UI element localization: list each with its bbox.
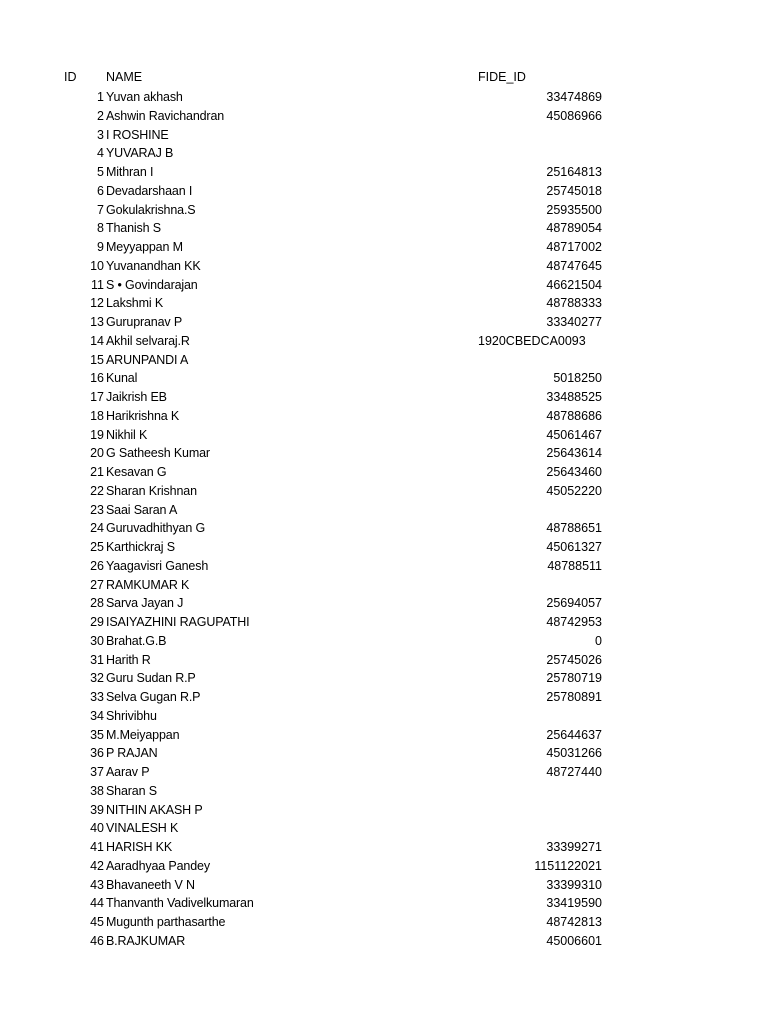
fide-id-cell: 48788511 <box>547 558 602 573</box>
player-name-cell: Bhavaneeth V N <box>106 877 195 892</box>
player-id-cell: 31 <box>90 652 104 667</box>
fide-id-cell: 25643460 <box>546 465 602 479</box>
fide-id-cell: 1151122021 <box>534 858 602 873</box>
player-id-cell: 24 <box>90 521 104 536</box>
player-name-cell: Mugunth parthasarthe <box>106 915 226 929</box>
player-id-cell: 11 <box>91 277 104 292</box>
player-id-cell: 38 <box>90 783 104 798</box>
table-row <box>0 726 768 745</box>
fide-id-cell: 33399310 <box>546 877 602 892</box>
player-name-cell: Jaikrish EB <box>106 390 167 404</box>
player-name-cell: Sharan S <box>106 783 157 798</box>
player-id-cell: 36 <box>90 746 104 761</box>
fide-id-cell: 25643614 <box>546 446 602 461</box>
player-name-cell: Harikrishna K <box>106 408 180 423</box>
table-row <box>0 782 768 801</box>
table-row <box>0 332 768 351</box>
player-id-cell: 20 <box>90 446 104 461</box>
player-id-cell: 3 <box>97 127 104 142</box>
fide-id-cell: 33488525 <box>546 390 602 404</box>
player-id-cell: 45 <box>90 915 104 929</box>
table-row <box>0 801 768 820</box>
player-name-cell: Yuvanandhan KK <box>106 258 201 273</box>
table-row <box>0 276 768 295</box>
table-row <box>0 501 768 520</box>
table-row <box>0 182 768 201</box>
player-name-cell: HARISH KK <box>106 840 173 854</box>
table-row <box>0 876 768 895</box>
table-row <box>0 894 768 913</box>
player-name-cell: P RAJAN <box>106 746 158 761</box>
player-name-cell: YUVARAJ B <box>106 146 174 161</box>
player-name-cell: Sarva Jayan J <box>106 596 184 611</box>
fide-id-cell: 45061467 <box>546 427 602 442</box>
fide-id-cell: 33340277 <box>546 315 602 329</box>
table-row <box>0 351 768 370</box>
fide-id-cell: 48742953 <box>546 615 602 629</box>
player-name-cell: Lakshmi K <box>106 296 164 311</box>
table-row <box>0 913 768 932</box>
player-name-cell: S • Govindarajan <box>106 277 198 292</box>
player-name-cell: Saai Saran A <box>106 502 178 517</box>
player-name-cell: Karthickraj S <box>106 540 175 554</box>
table-row <box>0 407 768 426</box>
table-row <box>0 126 768 145</box>
player-id-cell: 29 <box>90 615 104 629</box>
player-id-cell: 5 <box>97 165 104 179</box>
player-id-cell: 43 <box>90 877 104 892</box>
player-id-cell: 30 <box>90 633 104 648</box>
player-name-cell: NITHIN AKASH P <box>106 802 203 817</box>
fide-id-cell: 25935500 <box>546 202 602 217</box>
table-row <box>0 763 768 782</box>
fide-id-cell: 45006601 <box>546 933 602 948</box>
fide-id-cell: 48788686 <box>546 408 602 423</box>
player-name-cell: Devadarshaan I <box>106 183 193 198</box>
player-name-cell: ISAIYAZHINI RAGUPATHI <box>106 615 250 629</box>
player-id-cell: 33 <box>90 690 104 704</box>
players-table-body <box>0 88 768 951</box>
fide-id-cell: 45086966 <box>546 108 602 123</box>
id-column-header: ID <box>64 70 77 84</box>
table-row <box>0 313 768 332</box>
player-id-cell: 6 <box>97 183 104 198</box>
player-name-cell: I ROSHINE <box>106 127 169 142</box>
fide-id-cell: 33419590 <box>546 896 602 911</box>
player-id-cell: 41 <box>90 840 104 854</box>
player-name-cell: Gurupranav P <box>106 315 183 329</box>
table-row <box>0 88 768 107</box>
player-name-cell: M.Meiyappan <box>106 727 180 742</box>
table-row <box>0 463 768 482</box>
player-id-cell: 42 <box>90 858 104 873</box>
player-name-cell: Yuvan akhash <box>106 90 183 104</box>
fide-id-cell: 45031266 <box>546 746 602 761</box>
player-name-cell: Selva Gugan R.P <box>106 690 201 704</box>
table-row <box>0 201 768 220</box>
player-name-cell: Ashwin Ravichandran <box>106 108 225 123</box>
fide-id-cell: 5018250 <box>553 371 602 386</box>
player-name-cell: Aarav P <box>106 765 150 779</box>
player-name-cell: Brahat.G.B <box>106 633 167 648</box>
table-row <box>0 688 768 707</box>
player-id-cell: 40 <box>90 821 104 836</box>
player-name-cell: Shrivibhu <box>106 708 157 723</box>
fide-id-cell: 48788333 <box>546 296 602 311</box>
fide-id-cell: 25694057 <box>546 596 602 611</box>
table-row <box>0 594 768 613</box>
player-id-cell: 27 <box>90 577 104 592</box>
table-row <box>0 669 768 688</box>
table-row <box>0 444 768 463</box>
player-name-cell: Nikhil K <box>106 427 148 442</box>
table-row <box>0 576 768 595</box>
player-id-cell: 19 <box>90 427 104 442</box>
fide-id-cell: 46621504 <box>546 277 602 292</box>
table-row <box>0 557 768 576</box>
player-name-cell: ARUNPANDI A <box>106 352 189 367</box>
player-name-cell: Guruvadhithyan G <box>106 521 206 536</box>
fide-id-cell: 48727440 <box>546 765 602 779</box>
player-id-cell: 32 <box>90 671 104 686</box>
player-id-cell: 44 <box>90 896 104 911</box>
table-row <box>0 819 768 838</box>
table-row <box>0 519 768 538</box>
player-name-cell: Harith R <box>106 652 151 667</box>
player-id-cell: 34 <box>90 708 104 723</box>
player-name-cell: Meyyappan M <box>106 240 183 254</box>
fide-id-cell: 25164813 <box>546 165 602 179</box>
player-id-cell: 23 <box>90 502 104 517</box>
table-row <box>0 238 768 257</box>
table-row <box>0 707 768 726</box>
player-id-cell: 26 <box>90 558 104 573</box>
player-id-cell: 10 <box>90 258 104 273</box>
player-name-cell: Thanish S <box>106 221 161 236</box>
table-row <box>0 538 768 557</box>
player-id-cell: 8 <box>97 221 104 236</box>
fide-id-cell: 45052220 <box>546 483 602 498</box>
fide-id-cell: 48717002 <box>546 240 602 254</box>
player-id-cell: 2 <box>97 108 104 123</box>
player-id-cell: 28 <box>90 596 104 611</box>
fide-id-cell: 48789054 <box>546 221 602 236</box>
table-row <box>0 426 768 445</box>
player-name-cell: RAMKUMAR K <box>106 577 190 592</box>
fide-id-cell: 48788651 <box>546 521 602 536</box>
player-name-cell: Sharan Krishnan <box>106 483 197 498</box>
player-id-cell: 37 <box>90 765 104 779</box>
player-id-cell: 15 <box>90 352 104 367</box>
header-row <box>0 66 768 88</box>
player-id-cell: 39 <box>90 802 104 817</box>
table-row <box>0 482 768 501</box>
player-id-cell: 7 <box>97 202 104 217</box>
table-row <box>0 219 768 238</box>
name-column-header: NAME <box>106 70 143 84</box>
fide-id-cell: 25780891 <box>546 690 602 704</box>
table-row <box>0 613 768 632</box>
table-row <box>0 838 768 857</box>
table-row <box>0 163 768 182</box>
player-id-cell: 1 <box>97 90 104 104</box>
table-row <box>0 632 768 651</box>
player-id-cell: 13 <box>90 315 104 329</box>
player-id-cell: 46 <box>90 933 104 948</box>
fide-id-cell: 25644637 <box>546 727 602 742</box>
player-id-cell: 4 <box>97 146 104 161</box>
fide-id-cell: 45061327 <box>546 540 602 554</box>
player-id-cell: 14 <box>90 333 104 348</box>
player-id-cell: 25 <box>90 540 104 554</box>
player-id-cell: 22 <box>90 483 104 498</box>
fide-id-column-header: FIDE_ID <box>478 70 526 84</box>
table-row <box>0 857 768 876</box>
player-name-cell: Kesavan G <box>106 465 167 479</box>
player-name-cell: Thanvanth Vadivelkumaran <box>106 896 254 911</box>
fide-id-cell: 25780719 <box>546 671 602 686</box>
player-id-cell: 12 <box>90 296 104 311</box>
player-name-cell: G Satheesh Kumar <box>106 446 210 461</box>
table-row <box>0 388 768 407</box>
fide-id-cell: 25745018 <box>546 183 602 198</box>
table-row <box>0 744 768 763</box>
player-name-cell: Kunal <box>106 371 138 386</box>
player-name-cell: Mithran I <box>106 165 154 179</box>
player-id-cell: 35 <box>90 727 104 742</box>
table-row <box>0 144 768 163</box>
fide-id-cell: 0 <box>595 633 602 648</box>
table-row <box>0 932 768 951</box>
player-id-cell: 9 <box>97 240 104 254</box>
players-sheet <box>0 66 768 951</box>
fide-id-cell: 1920CBEDCA0093 <box>478 333 586 348</box>
table-row <box>0 107 768 126</box>
player-name-cell: Akhil selvaraj.R <box>106 333 190 348</box>
player-id-cell: 16 <box>90 371 104 386</box>
player-name-cell: Gokulakrishna.S <box>106 202 196 217</box>
player-name-cell: B.RAJKUMAR <box>106 933 186 948</box>
fide-id-cell: 33399271 <box>546 840 602 854</box>
fide-id-cell: 48742813 <box>546 915 602 929</box>
player-id-cell: 17 <box>90 390 104 404</box>
table-row <box>0 369 768 388</box>
fide-id-cell: 25745026 <box>546 652 602 667</box>
player-name-cell: Aaradhyaa Pandey <box>106 858 210 873</box>
player-name-cell: Guru Sudan R.P <box>106 671 196 686</box>
table-row <box>0 651 768 670</box>
fide-id-cell: 48747645 <box>546 258 602 273</box>
table-row <box>0 257 768 276</box>
player-id-cell: 18 <box>90 408 104 423</box>
player-name-cell: VINALESH K <box>106 821 179 836</box>
table-row <box>0 294 768 313</box>
fide-id-cell: 33474869 <box>546 90 602 104</box>
player-id-cell: 21 <box>90 465 104 479</box>
player-name-cell: Yaagavisri Ganesh <box>106 558 209 573</box>
